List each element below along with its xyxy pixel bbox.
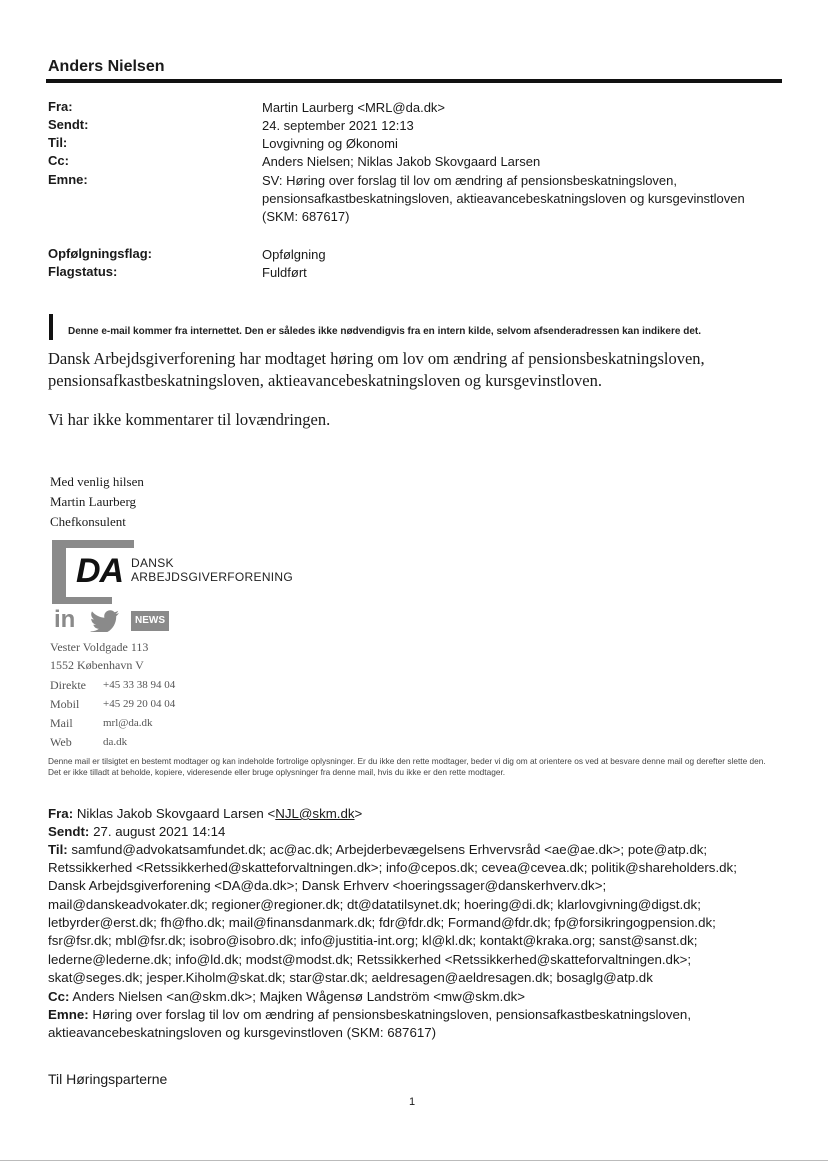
fwd-to-line-1	[48, 841, 788, 859]
contact-value-direct: +45 33 38 94 04	[103, 679, 176, 691]
contact-label-mobile: Mobil	[50, 697, 80, 711]
header-rule	[46, 79, 782, 83]
fwd-to-recipients[interactable]: samfund@advokatsamfundet.dk; ac@ac.dk; Arbejderbevægelsens Erhvervsråd <ae@ae.dk>; pote@atp.dk;	[67, 842, 708, 857]
fwd-sent-label: Sendt:	[48, 824, 90, 839]
fwd-to-line-2[interactable]: Retssikkerhed <Retssikkerhed@skatteforvaltningen.dk>; info@cepos.dk; cevea@cevea.dk; politik@shareholders.dk;	[48, 860, 737, 875]
to-value: Lovgivning og Økonomi	[262, 136, 398, 151]
contact-value-web[interactable]: da.dk	[103, 736, 128, 748]
fwd-cc-value[interactable]: Anders Nielsen <an@skm.dk>; Majken Wågensø Landström <mw@skm.dk>	[69, 989, 526, 1004]
contact-label-web: Web	[50, 735, 72, 749]
flag-value: Opfølgning	[262, 247, 326, 262]
fwd-to-line-8[interactable]: skat@seges.dk; jesper.Kiholm@skat.dk; star@star.dk; aeldresagen@aeldresagen.dk; bosaglg@atp.dk	[48, 970, 653, 985]
company-logo-mark: DA	[76, 552, 124, 590]
contact-value-mobile: +45 29 20 04 04	[103, 698, 176, 710]
status-label: Flagstatus:	[48, 264, 118, 279]
letter-greeting: Til Høringsparterne	[48, 1071, 168, 1087]
contact-label-direct: Direkte	[50, 678, 86, 692]
contact-value-mail[interactable]: mrl@da.dk	[103, 717, 153, 729]
fwd-from-email[interactable]: NJL@skm.dk	[275, 806, 355, 821]
fwd-to-line-5[interactable]: letbyrder@erst.dk; fh@fho.dk; mail@finansdanmark.dk; fdr@fdr.dk; Formand@fdr.dk; fp@forsikringogpension.dk;	[48, 915, 716, 930]
logo-line-1: DANSK	[131, 556, 174, 570]
fwd-to-label: Til:	[48, 842, 68, 857]
address-line-1: Vester Voldgade 113	[50, 640, 149, 654]
logo-line-2: ARBEJDSGIVERFORENING	[131, 570, 294, 584]
fwd-from-close: >	[354, 806, 363, 821]
contact-label-mail: Mail	[50, 716, 73, 730]
subject-value: SV: Høring over forslag til lov om ændring af pensionsbeskatningsloven, pensionsafkastbeskatningsloven, aktieavancebeskatningsloven og kursgevinstloven (SKM: 687617)	[262, 173, 745, 224]
logo-frame-top	[52, 540, 134, 548]
signature-greeting: Med venlig hilsen	[50, 474, 144, 489]
notice-bar	[49, 314, 53, 340]
signature-name: Martin Laurberg	[50, 494, 137, 509]
body-paragraph-2: Vi har ikke kommentarer til lovændringen.	[48, 410, 331, 429]
to-label: Til:	[48, 135, 68, 150]
company-logo-text	[131, 556, 293, 584]
from-label: Fra:	[48, 99, 73, 114]
fwd-sent-line	[48, 823, 788, 841]
fwd-sent-value: 27. august 2021 14:14	[89, 824, 226, 839]
fwd-cc-label: Cc:	[48, 989, 70, 1004]
flag-label: Opfølgningsflag:	[48, 246, 152, 261]
twitter-icon[interactable]	[90, 610, 120, 637]
body-paragraph-1: Dansk Arbejdsgiverforening har modtaget høring om lov om ændring af pensionsbeskatningsloven, pensionsafkastbeskatningsloven, aktieavancebeskatningsloven og kursgevinstloven.	[48, 349, 705, 390]
fwd-to-line-6[interactable]: fsr@fsr.dk; mbl@fsr.dk; isobro@isobro.dk; info@justitia-int.org; kl@kl.dk; kontakt@kraka.org; sanst@sanst.dk;	[48, 933, 698, 948]
cc-label: Cc:	[48, 153, 69, 168]
fwd-subject-label: Emne:	[48, 1007, 89, 1022]
fwd-subject-value: Høring over forslag til lov om ændring af pensionsbeskatningsloven, pensionsafkastbeskatningsloven,	[88, 1007, 692, 1022]
fwd-from-label: Fra:	[48, 806, 74, 821]
linkedin-icon[interactable]: in	[54, 606, 76, 633]
sent-value: 24. september 2021 12:13	[262, 118, 414, 133]
from-value: Martin Laurberg <MRL@da.dk>	[262, 100, 446, 115]
fwd-cc-line	[48, 988, 788, 1006]
logo-frame	[52, 540, 66, 604]
logo-frame-bottom	[52, 597, 112, 604]
sender-name: Anders Nielsen	[48, 58, 165, 75]
signature-title: Chefkonsulent	[50, 514, 126, 529]
external-notice: Denne e-mail kommer fra internettet. Den er således ikke nødvendigvis fra en intern kilde, selvom afsenderadressen kan indikere det.	[68, 326, 702, 337]
status-value: Fuldført	[262, 265, 307, 280]
fwd-to-line-3[interactable]: Dansk Arbejdsgiverforening <DA@da.dk>; Dansk Erhverv <hoeringssager@danskerhverv.dk>;	[48, 878, 607, 893]
address-line-2: 1552 København V	[50, 658, 144, 672]
signature-disclaimer: Denne mail er tilsigtet en bestemt modtager og kan indeholde fortrolige oplysninger. Er du ikke den rette modtager, beder vi dig om at orientere os ved at besvare denne mail og derefter slette den. Det er ikke tilladt at beholde, kopiere, videresende eller bruge oplysninger fra denne mail, hvis du ikke er den rette modtager.	[48, 756, 766, 777]
sent-label: Sendt:	[48, 117, 89, 132]
fwd-to-line-4[interactable]: mail@danskeadvokater.dk; regioner@regioner.dk; dt@datatilsynet.dk; hoering@di.dk; klarlovgivning@digst.dk;	[48, 897, 701, 912]
page-edge	[0, 1160, 828, 1161]
fwd-from-value: Niklas Jakob Skovgaard Larsen <	[73, 806, 276, 821]
cc-value: Anders Nielsen; Niklas Jakob Skovgaard Larsen	[262, 154, 541, 169]
fwd-from-line	[48, 805, 788, 823]
subject-label: Emne:	[48, 172, 88, 187]
page-number: 1	[409, 1096, 416, 1108]
fwd-subject-line-1	[48, 1006, 788, 1024]
news-icon[interactable]: NEWS	[131, 611, 169, 631]
fwd-subject-line-2: aktieavancebeskatningsloven og kursgevinstloven (SKM: 687617)	[48, 1025, 437, 1040]
fwd-to-line-7[interactable]: lederne@lederne.dk; info@ld.dk; modst@modst.dk; Retssikkerhed <Retssikkerhed@skatteforvaltningen.dk>;	[48, 952, 692, 967]
